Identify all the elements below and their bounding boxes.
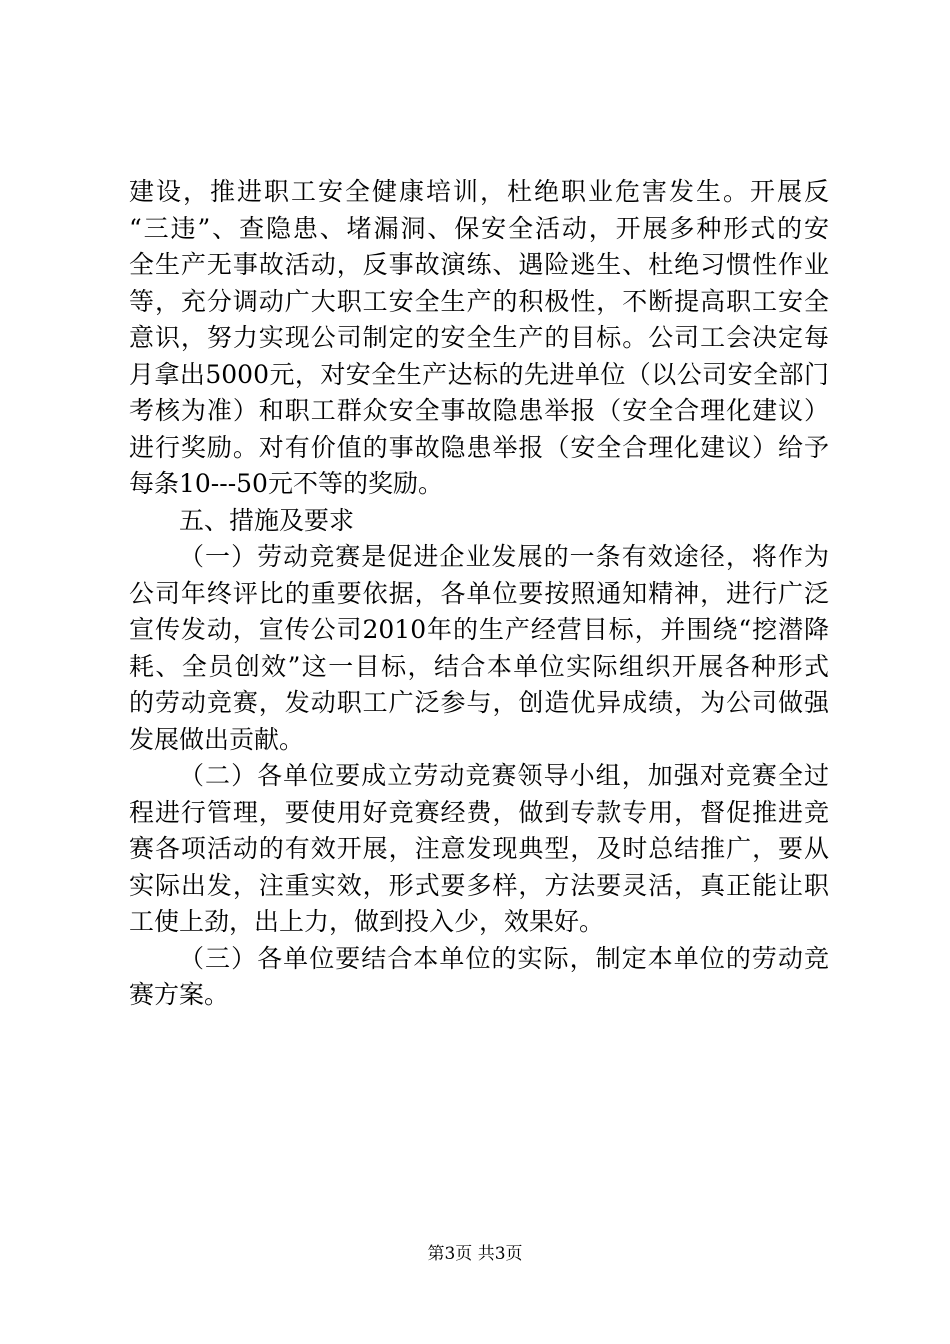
text-line: 建设，推进职工安全健康培训，杜绝职业危害发生。开展反 (129, 177, 829, 206)
text-line: （二）各单位要成立劳动竞赛领导小组，加强对竞赛全过 (179, 761, 829, 790)
text-line: 的劳动竞赛，发动职工广泛参与，创造优异成绩，为公司做强 (129, 688, 829, 717)
text-line: “三违”、查隐患、堵漏洞、保安全活动，开展多种形式的安 (129, 213, 829, 243)
text-line: 考核为准）和职工群众安全事故隐患举报（安全合理化建议） (129, 396, 829, 425)
text-line: 宣传发动，宣传公司2010年的生产经营目标，并围绕“挖潜降 (129, 615, 829, 644)
page-footer: 第3页 共3页 (427, 1244, 523, 1264)
text-line: 发展做出贡献。 (129, 724, 305, 754)
text-line: 五、措施及要求 (179, 505, 355, 535)
text-line: 等，充分调动广大职工安全生产的积极性，不断提高职工安全 (129, 286, 829, 316)
text-line: 意识，努力实现公司制定的安全生产的目标。公司工会决定每 (129, 323, 829, 352)
document-body (129, 174, 829, 1014)
text-line: 全生产无事故活动，反事故演练、遇险逃生、杜绝习惯性作业 (129, 250, 829, 279)
text-line: 赛方案。 (129, 980, 230, 1009)
text-line: 月拿出5000元，对安全生产达标的先进单位（以公司安全部门 (129, 359, 829, 389)
text-line: 耗、全员创效”这一目标，结合本单位实际组织开展各种形式 (129, 651, 829, 681)
text-line: 赛各项活动的有效开展，注意发现典型，及时总结推广，要从 (129, 834, 829, 863)
text-line: 每条10---50元不等的奖励。 (129, 469, 443, 498)
text-line: 实际出发，注重实效，形式要多样，方法要灵活，真正能让职 (129, 870, 829, 900)
text-line: 进行奖励。对有价值的事故隐患举报（安全合理化建议）给予 (129, 432, 829, 462)
text-line: 工使上劲，出上力，做到投入少，效果好。 (129, 907, 605, 936)
text-line: 公司年终评比的重要依据，各单位要按照通知精神，进行广泛 (129, 578, 829, 608)
text-line: （三）各单位要结合本单位的实际，制定本单位的劳动竞 (179, 943, 829, 973)
text-line: （一）劳动竞赛是促进企业发展的一条有效途径，将作为 (179, 542, 829, 571)
text-line: 程进行管理，要使用好竞赛经费，做到专款专用，督促推进竞 (129, 797, 829, 827)
